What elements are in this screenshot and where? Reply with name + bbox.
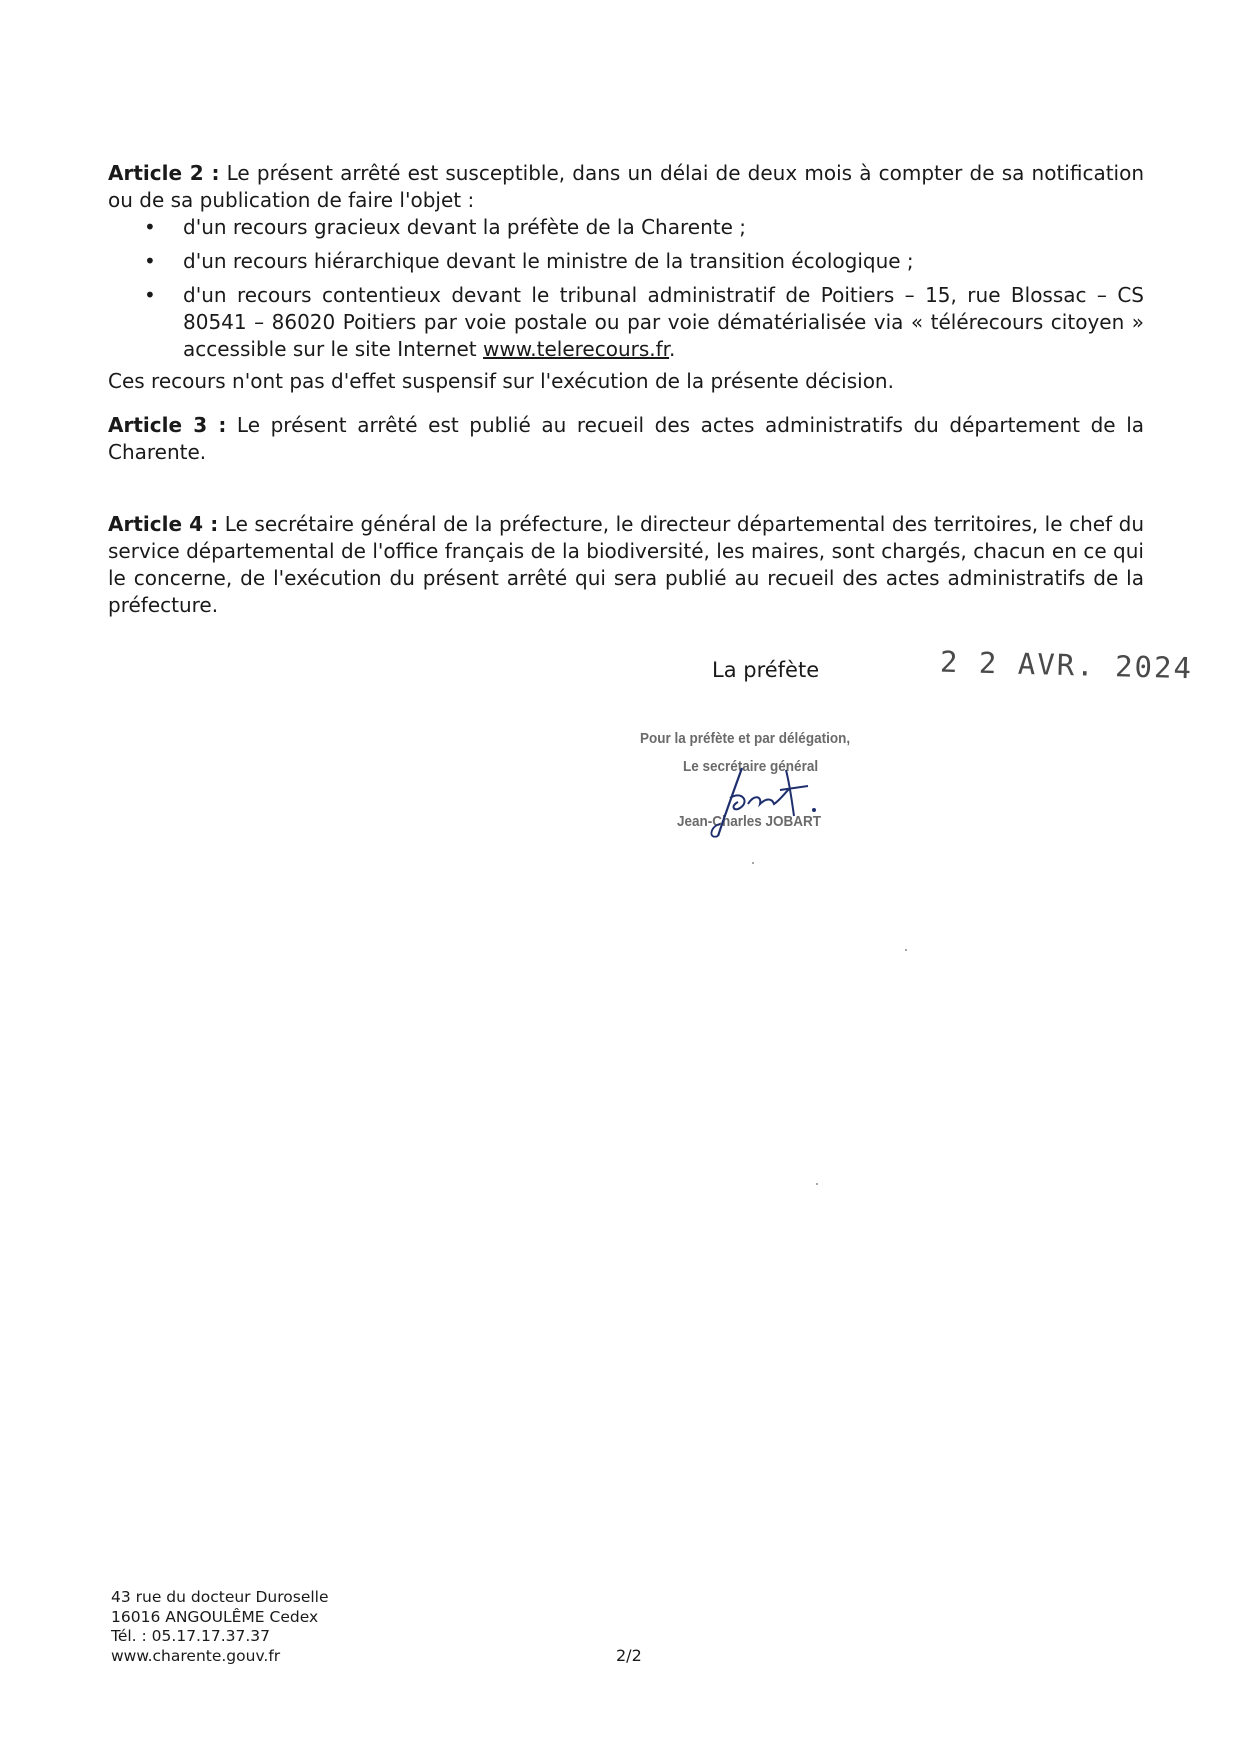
contentieux-text: d'un recours contentieux devant le tribunal administratif de Poitiers – 15, rue Blossac – CS 80541 – 86020 Poitiers par voie postale ou par voie dématérialisée via « télérecours citoyen » accessible sur le site Internet bbox=[183, 283, 1144, 361]
telerecours-link[interactable]: www.telerecours.fr bbox=[483, 337, 670, 361]
delegation-stamp bbox=[640, 730, 850, 747]
article-2-label: Article 2 : bbox=[108, 161, 220, 185]
article-4-text: Le secrétaire général de la préfecture, le directeur départemental des territoires, le chef du service départemental de l'office français de la biodiversité, les maires, sont chargés, chacun en ce qui le concerne, de l'exécution du présent arrêté qui sera publié au recueil des actes administratifs de la préfecture. bbox=[108, 512, 1145, 617]
footer-address bbox=[111, 1588, 329, 1666]
delegation-suffix: et par délégation, bbox=[734, 730, 851, 747]
article-3 bbox=[108, 412, 1144, 466]
scan-speck bbox=[752, 862, 754, 864]
article-2-text: Le présent arrêté est susceptible, dans un délai de deux mois à compter de sa notification ou de sa publication de faire l'objet : bbox=[108, 161, 1145, 212]
scan-speck bbox=[905, 949, 907, 951]
article-3-label: Article 3 : bbox=[108, 413, 227, 437]
secretary-title: Le secrétaire général bbox=[683, 758, 819, 775]
footer-phone: Tél. : 05.17.17.37.37 bbox=[111, 1627, 271, 1645]
delegation-prefix: Pour la bbox=[640, 730, 690, 747]
article-4-label: Article 4 : bbox=[108, 512, 219, 536]
handwritten-signature bbox=[690, 750, 850, 845]
list-item: • d'un recours gracieux devant la préfète de la Charente ; bbox=[108, 214, 1144, 241]
contentieux-end: . bbox=[669, 337, 676, 361]
article-3-text: Le présent arrêté est publié au recueil des actes administratifs du département de la Charente. bbox=[108, 413, 1145, 464]
date-stamp: 2 2 AVR. 2024 bbox=[939, 644, 1194, 686]
delegation-bold: préfète bbox=[689, 730, 735, 747]
footer-city: 16016 ANGOULÊME Cedex bbox=[111, 1607, 319, 1626]
article-2 bbox=[108, 160, 1144, 214]
page-number: 2/2 bbox=[616, 1646, 642, 1665]
footer-website[interactable]: www.charente.gouv.fr bbox=[111, 1646, 281, 1665]
list-item-contentieux bbox=[108, 282, 1144, 363]
recours-list bbox=[108, 214, 1144, 370]
signatory-name: Jean-Charles JOBART bbox=[677, 813, 822, 830]
article-4 bbox=[108, 511, 1144, 619]
footer-street: 43 rue du docteur Duroselle bbox=[111, 1588, 329, 1606]
signer-title: La préfète bbox=[712, 658, 820, 682]
scan-speck bbox=[816, 1183, 818, 1185]
list-item: • d'un recours hiérarchique devant le ministre de la transition écologique ; bbox=[108, 248, 1144, 275]
suspensif-note: Ces recours n'ont pas d'effet suspensif sur l'exécution de la présente décision. bbox=[108, 369, 894, 393]
